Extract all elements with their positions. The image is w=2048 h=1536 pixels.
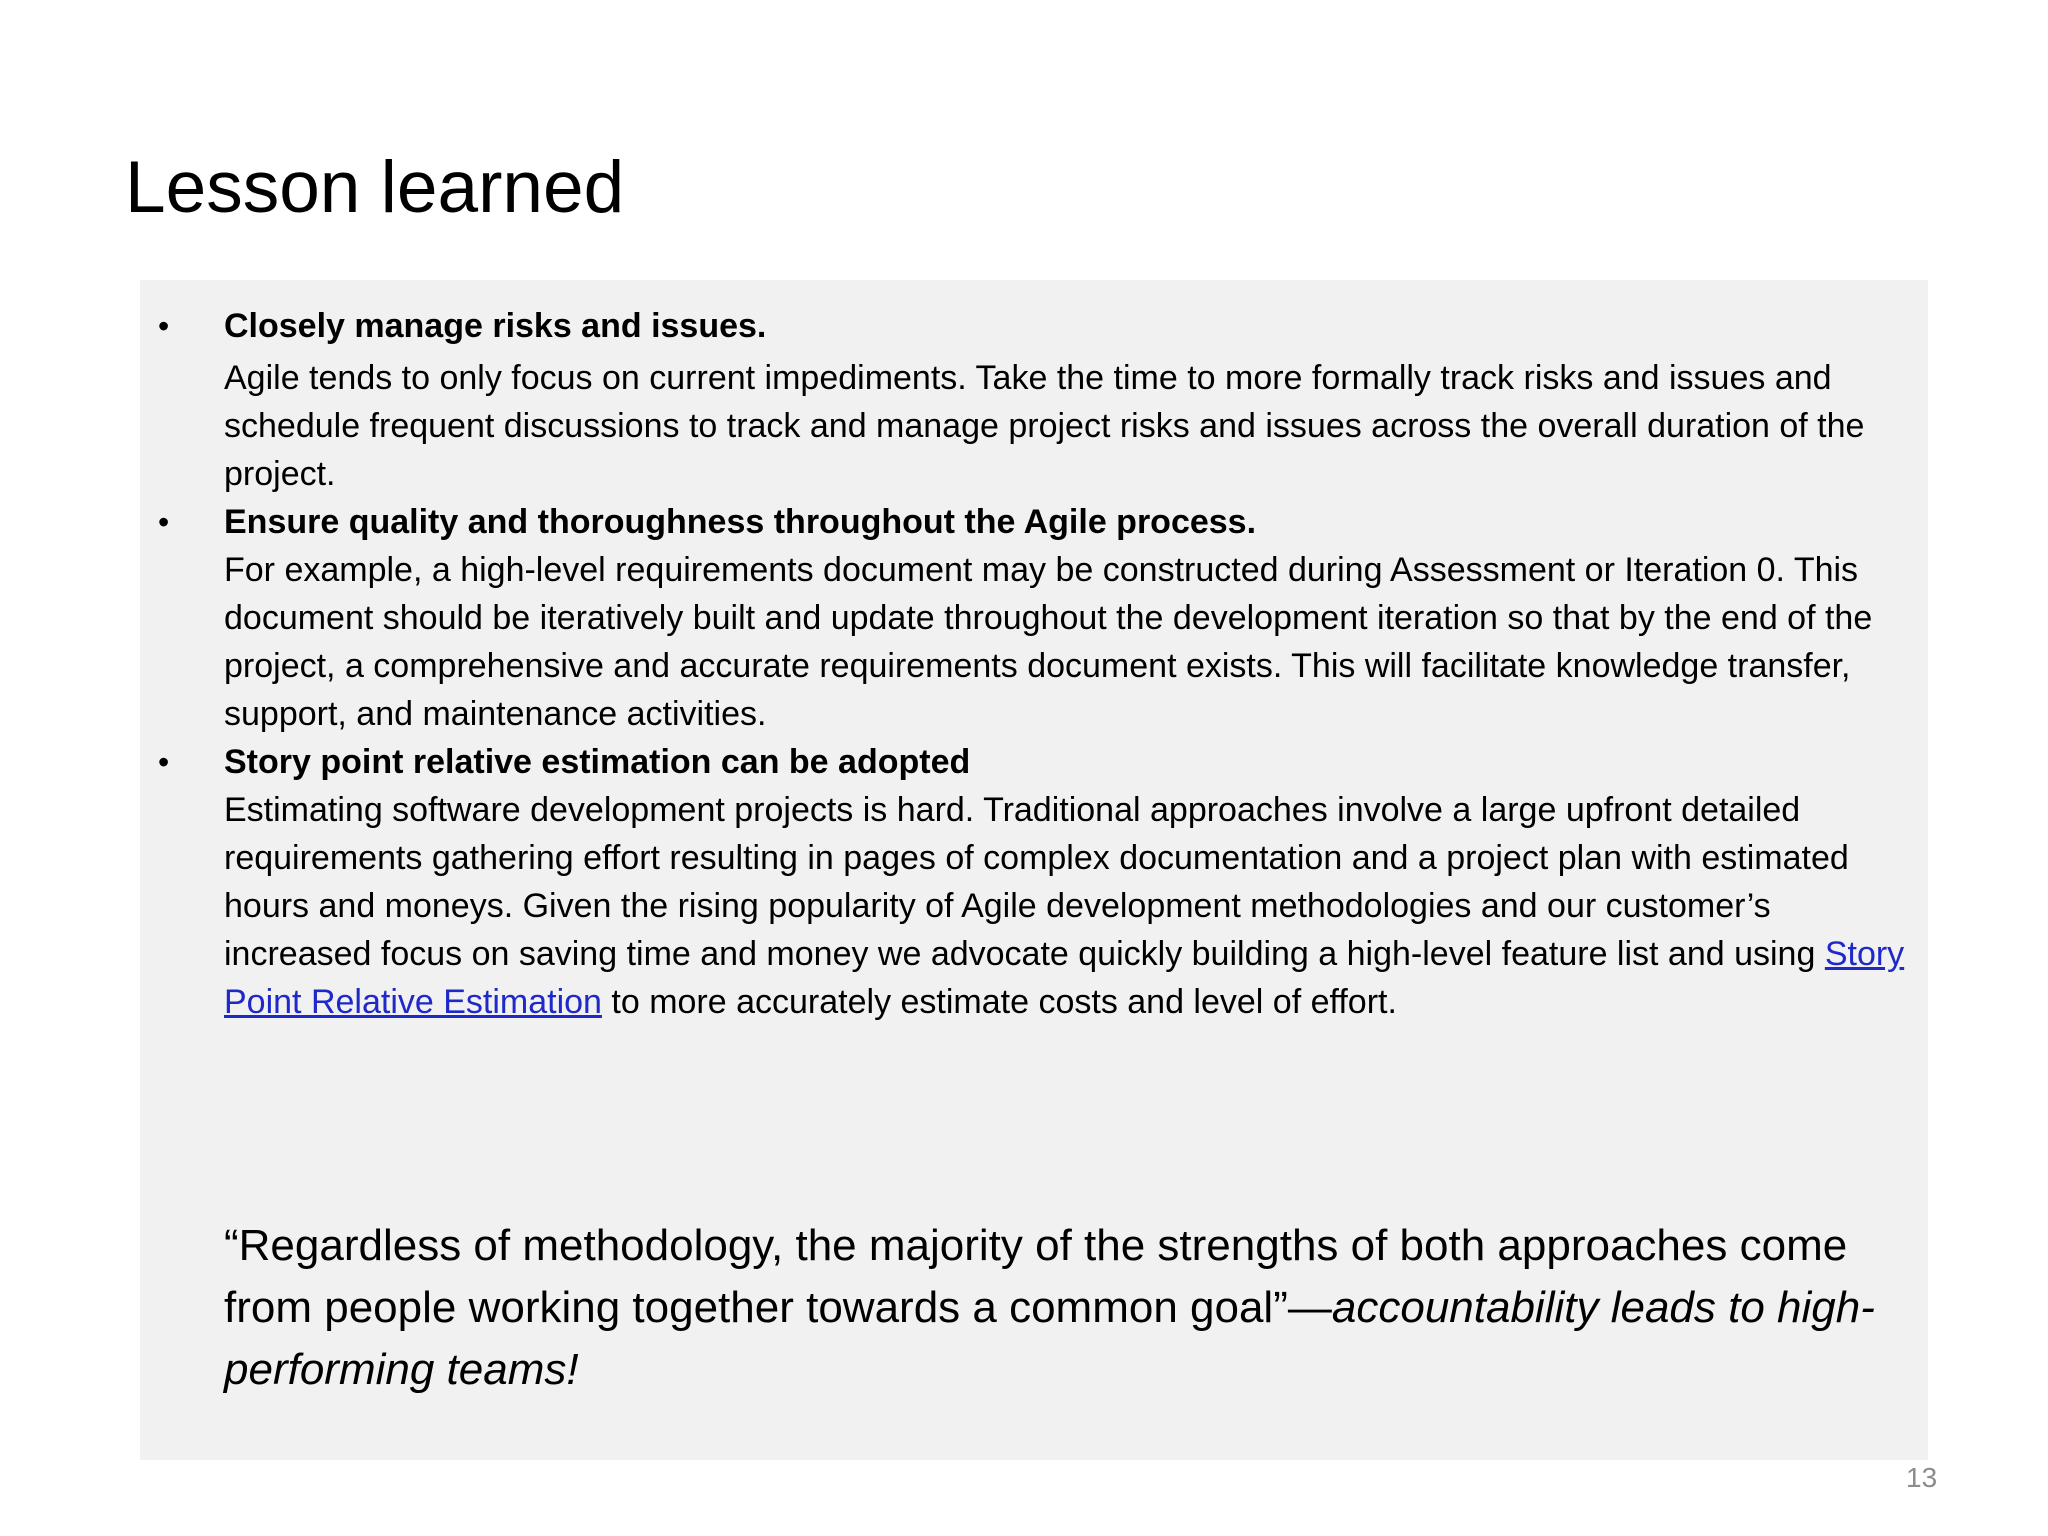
list-item bbox=[140, 498, 1928, 738]
bullet-body-text: Estimating software development projects is hard. Traditional approaches involve a large upfront detailed requirements gathering effort resulting in pages of complex documentation and a project plan with estimated hours and moneys. Given the rising popularity of Agile development methodologies and our customer’s increased focus on saving time and money we advocate quickly building a high-level feature list and using bbox=[224, 791, 1849, 973]
bullet-icon: • bbox=[158, 744, 170, 780]
bullet-body: For example, a high-level requirements document may be constructed during Assessment or Iteration 0. This document should be iteratively built and update throughout the development iteration so that by the end of the project, a comprehensive and accurate requirements document exists. This will facilitate knowledge transfer, support, and maintenance activities. bbox=[224, 551, 1873, 733]
bullet-heading: Ensure quality and thoroughness throughout the Agile process. bbox=[224, 503, 1257, 541]
quote-text: “Regardless of methodology, the majority of the strengths of both approaches come from people working together towards a common goal”— bbox=[224, 1221, 1848, 1332]
list-item bbox=[140, 738, 1928, 1026]
list-item bbox=[140, 302, 1928, 498]
closing-quote bbox=[224, 1215, 1904, 1401]
story-point-estimation-link[interactable]: Story Point Relative Estimation bbox=[224, 935, 1905, 1021]
bullet-icon: • bbox=[158, 308, 170, 344]
bullet-icon: • bbox=[158, 504, 170, 540]
content-panel bbox=[140, 280, 1928, 1460]
bullet-heading: Story point relative estimation can be adopted bbox=[224, 743, 971, 781]
bullet-heading: Closely manage risks and issues. bbox=[224, 307, 767, 345]
lessons-list bbox=[140, 302, 1928, 1026]
bullet-body: Agile tends to only focus on current impediments. Take the time to more formally track risks and issues and schedule frequent discussions to track and manage project risks and issues across the overall duration of the project. bbox=[224, 359, 1865, 493]
slide-title: Lesson learned bbox=[125, 147, 625, 228]
page-number: 13 bbox=[1906, 1462, 1938, 1493]
quote-emphasis: accountability leads to high-performing teams! bbox=[224, 1283, 1875, 1394]
bullet-body bbox=[224, 786, 1908, 1026]
bullet-body-text: to more accurately estimate costs and level of effort. bbox=[601, 983, 1397, 1021]
